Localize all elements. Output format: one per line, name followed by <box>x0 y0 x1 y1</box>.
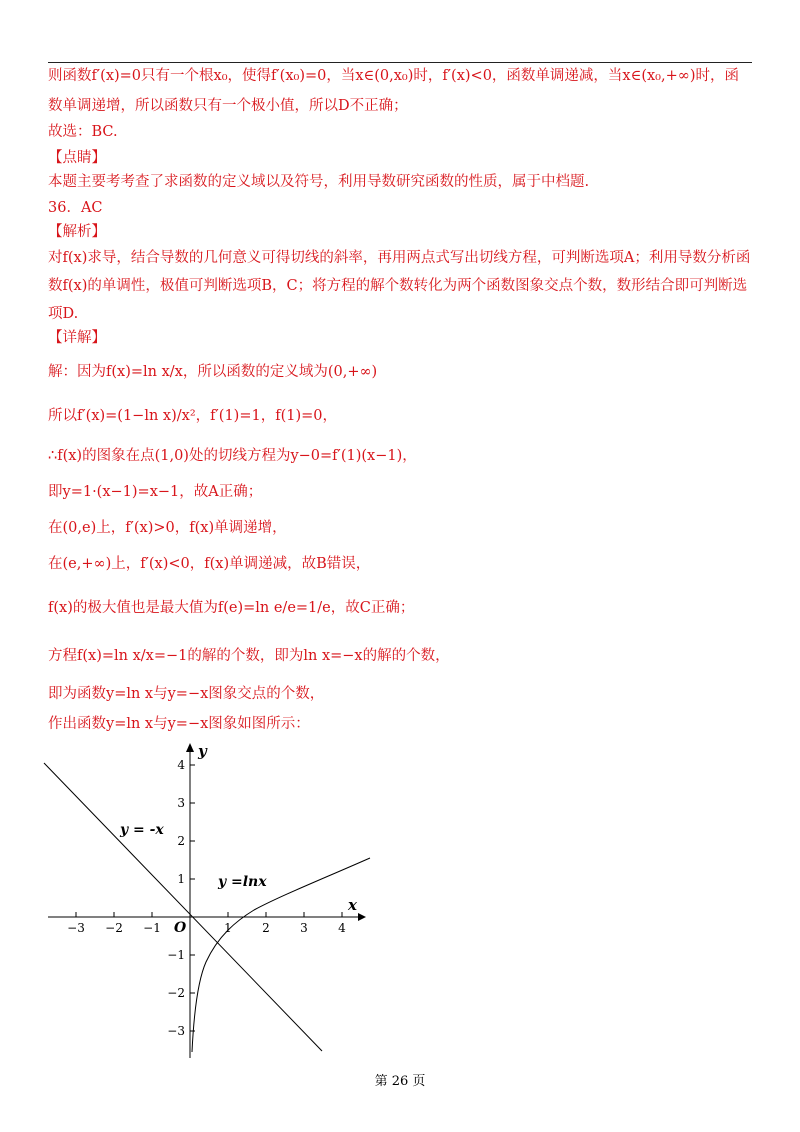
text-line-17: 在(e,+∞)上，f′(x)<0，f(x)单调递减，故B错误， <box>48 556 371 572</box>
label-y-ln-x: y =lnx <box>218 874 267 890</box>
function-graph <box>40 740 380 1060</box>
y-tick-label: −3 <box>167 1024 185 1038</box>
y-tick-label: 2 <box>177 834 185 848</box>
label-y-neg-x: y = -x <box>120 822 164 838</box>
page-footer: 第 26 页 <box>374 1074 426 1089</box>
x-tick-label: 3 <box>300 921 308 935</box>
y-tick-label: 1 <box>177 872 185 886</box>
text-line-20: 即为函数y=ln x与y=−x图象交点的个数， <box>48 686 325 702</box>
text-line-13: 所以f′(x)=(1−ln x)/x²，f′(1)=1，f(1)=0， <box>48 408 337 424</box>
text-line-2: 数单调递增，所以函数只有一个极小值，所以D不正确； <box>48 98 408 114</box>
text-line-8: 对f(x)求导，结合导数的几何意义可得切线的斜率，再用两点式写出切线方程，可判断选项A；利用导数分析函 <box>48 250 751 266</box>
text-line-9: 数f(x)的单调性，极值可判断选项B，C；将方程的解个数转化为两个函数图象交点个数，数形结合即可判断选 <box>48 278 748 294</box>
y-tick-label: −2 <box>167 986 185 1000</box>
y-axis-arrow <box>186 743 194 752</box>
text-line-18: f(x)的极大值也是最大值为f(e)=ln e/e=1/e，故C正确； <box>48 600 415 616</box>
text-line-19: 方程f(x)=ln x/x=−1的解的个数，即为ln x=−x的解的个数， <box>48 648 450 664</box>
y-tick-label: 3 <box>177 796 185 810</box>
x-tick-label: 4 <box>338 921 346 935</box>
text-line-5: 本题主要考考查了求函数的定义域以及符号，利用导数研究函数的性质，属于中档题. <box>48 174 590 190</box>
x-tick-label: 2 <box>262 921 270 935</box>
text-line-14: ∴f(x)的图象在点(1,0)处的切线方程为y−0=f′(1)(x−1)， <box>48 448 417 464</box>
section-heading-xiangjie: 【详解】 <box>48 330 106 346</box>
text-line-10: 项D. <box>48 306 79 322</box>
question-number: 36．AC <box>48 200 103 216</box>
x-tick-label: 1 <box>224 921 232 935</box>
y-tick-label: 4 <box>177 758 185 772</box>
header-rule <box>48 62 752 63</box>
text-line-1: 则函数f′(x)=0只有一个根x₀，使得f′(x₀)=0，当x∈(0,x₀)时，f′(x)<0，函数单调递减，当x∈(x₀,+∞)时，函 <box>48 68 739 84</box>
text-line-3: 故选：BC. <box>48 124 118 140</box>
y-axis-label: y <box>198 742 207 760</box>
x-axis-arrow <box>358 913 366 921</box>
x-tick-label: −2 <box>105 921 123 935</box>
text-line-21: 作出函数y=ln x与y=−x图象如图所示： <box>48 716 310 732</box>
y-tick-label: −1 <box>167 948 185 962</box>
text-line-15: 即y=1·(x−1)=x−1，故A正确； <box>48 484 263 500</box>
x-axis-label: x <box>348 896 357 914</box>
x-tick-label: −1 <box>143 921 161 935</box>
section-heading-dianjing: 【点睛】 <box>48 150 106 166</box>
text-line-16: 在(0,e)上，f′(x)>0，f(x)单调递增， <box>48 520 287 536</box>
origin-label: O <box>174 920 187 936</box>
x-tick-label: −3 <box>67 921 85 935</box>
section-heading-jiexi: 【解析】 <box>48 224 106 240</box>
text-line-12: 解：因为f(x)=ln x/x，所以函数的定义域为(0,+∞) <box>48 364 378 380</box>
